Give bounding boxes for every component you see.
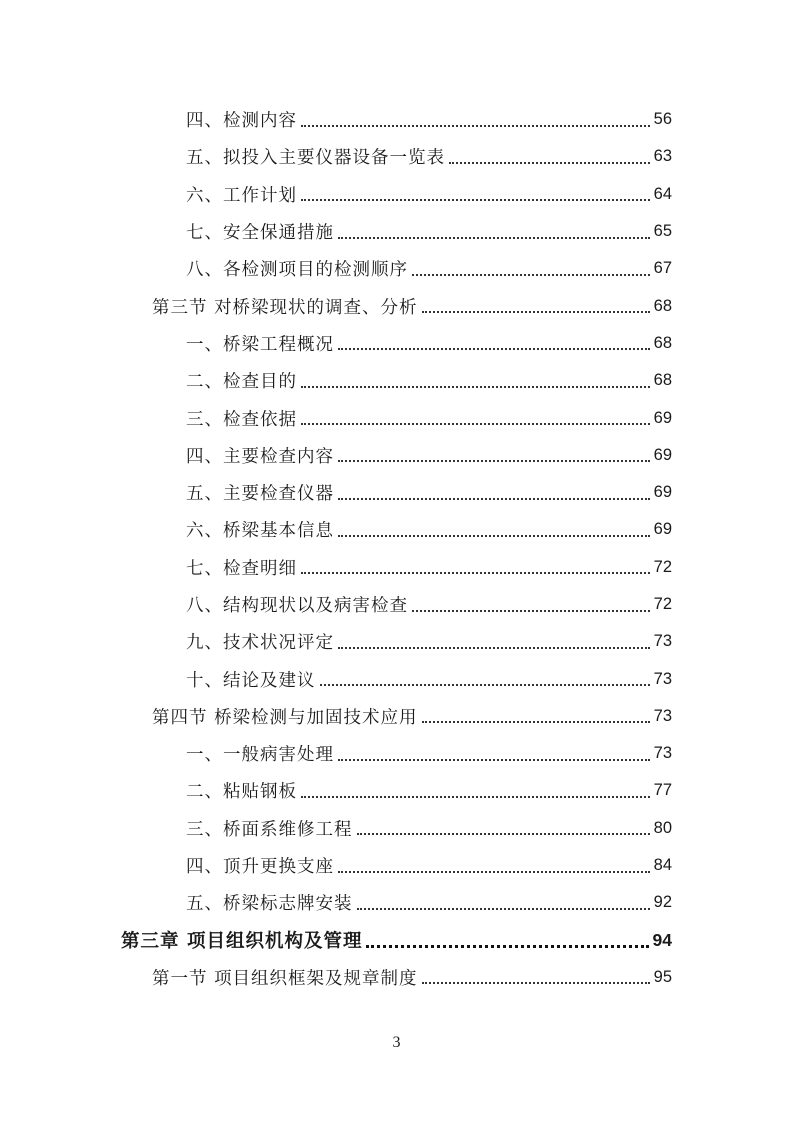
toc-entry-title: 第三节 对桥梁现状的调查、分析 bbox=[152, 297, 418, 318]
page-number: 3 bbox=[392, 1034, 401, 1051]
toc-entry[interactable] bbox=[0, 623, 793, 660]
toc-entry-title: 七、安全保通措施 bbox=[186, 223, 334, 244]
toc-entry-page: 69 bbox=[653, 483, 672, 502]
toc-dot-leader bbox=[412, 610, 650, 612]
toc-dot-leader bbox=[338, 498, 650, 500]
toc-entry-page: 73 bbox=[653, 744, 672, 763]
toc-entry-title: 六、桥梁基本信息 bbox=[186, 521, 334, 542]
toc-entry-page: 64 bbox=[653, 184, 672, 203]
toc-entry-page: 95 bbox=[653, 967, 672, 986]
toc-chapter-entry[interactable] bbox=[0, 922, 793, 959]
toc-dot-leader bbox=[301, 199, 650, 201]
toc-entry-page: 69 bbox=[653, 445, 672, 464]
toc-entry-title: 三、桥面系维修工程 bbox=[186, 819, 353, 840]
toc-dot-leader bbox=[357, 908, 650, 910]
toc-entry[interactable] bbox=[0, 772, 793, 809]
toc-entry[interactable] bbox=[0, 735, 793, 772]
toc-entry-page: 73 bbox=[653, 706, 672, 725]
toc-entry-title: 五、主要检查仪器 bbox=[186, 484, 334, 505]
toc-entry-title: 四、主要检查内容 bbox=[186, 446, 334, 467]
toc-entry-title: 二、检查目的 bbox=[186, 372, 297, 393]
toc-entry[interactable] bbox=[0, 138, 793, 175]
toc-entry[interactable] bbox=[0, 250, 793, 287]
toc-entry-title: 第三章 项目组织机构及管理 bbox=[121, 931, 363, 953]
toc-section-entry[interactable] bbox=[0, 287, 793, 324]
toc-dot-leader bbox=[320, 684, 650, 686]
toc-dot-leader bbox=[412, 274, 650, 276]
toc-entry-page: 73 bbox=[653, 632, 672, 651]
toc-dot-leader bbox=[338, 460, 650, 462]
toc-entry[interactable] bbox=[0, 884, 793, 921]
toc-entry-page: 68 bbox=[653, 333, 672, 352]
toc-entry-title: 第一节 项目组织框架及规章制度 bbox=[152, 968, 418, 989]
toc-entry-title: 五、拟投入主要仪器设备一览表 bbox=[186, 148, 445, 169]
toc-dot-leader bbox=[301, 386, 650, 388]
toc-entry[interactable] bbox=[0, 660, 793, 697]
toc-dot-leader bbox=[301, 572, 650, 574]
toc-dot-leader bbox=[422, 311, 650, 313]
toc-entry-title: 十、结论及建议 bbox=[186, 670, 316, 691]
toc-entry-page: 77 bbox=[653, 781, 672, 800]
toc-entry-page: 67 bbox=[653, 259, 672, 278]
toc-dot-leader bbox=[366, 945, 648, 948]
toc-section-entry[interactable] bbox=[0, 698, 793, 735]
toc-entry[interactable] bbox=[0, 176, 793, 213]
toc-entry[interactable] bbox=[0, 101, 793, 138]
toc-entry[interactable] bbox=[0, 586, 793, 623]
toc-entry[interactable] bbox=[0, 847, 793, 884]
toc-entry-page: 73 bbox=[653, 669, 672, 688]
toc-entry-title: 一、桥梁工程概况 bbox=[186, 334, 334, 355]
toc-entry[interactable] bbox=[0, 399, 793, 436]
toc-dot-leader bbox=[357, 833, 650, 835]
toc-dot-leader bbox=[338, 759, 650, 761]
toc-section-entry[interactable] bbox=[0, 959, 793, 996]
toc-dot-leader bbox=[338, 348, 650, 350]
toc-dot-leader bbox=[301, 423, 650, 425]
toc-entry-page: 69 bbox=[653, 408, 672, 427]
toc-entry-page: 92 bbox=[653, 893, 672, 912]
toc-dot-leader bbox=[338, 535, 650, 537]
toc-dot-leader bbox=[338, 237, 650, 239]
toc-entry-title: 二、粘贴钢板 bbox=[186, 782, 297, 803]
toc-dot-leader bbox=[449, 162, 650, 164]
toc-entry[interactable] bbox=[0, 549, 793, 586]
toc-entry[interactable] bbox=[0, 810, 793, 847]
toc-dot-leader bbox=[338, 871, 650, 873]
toc-entry[interactable] bbox=[0, 362, 793, 399]
toc-entry-title: 八、各检测项目的检测顺序 bbox=[186, 260, 408, 281]
toc-entry[interactable] bbox=[0, 325, 793, 362]
toc-entry-title: 四、顶升更换支座 bbox=[186, 857, 334, 878]
toc-entry-page: 94 bbox=[652, 929, 672, 950]
toc-entry-page: 65 bbox=[653, 222, 672, 241]
toc-dot-leader bbox=[301, 796, 650, 798]
toc-entry-title: 八、结构现状以及病害检查 bbox=[186, 596, 408, 616]
toc-entry[interactable] bbox=[0, 511, 793, 548]
toc-entry[interactable] bbox=[0, 474, 793, 511]
toc-entry-title: 九、技术状况评定 bbox=[186, 633, 334, 654]
toc-dot-leader bbox=[338, 647, 650, 649]
toc-entry-page: 56 bbox=[653, 110, 672, 129]
toc-entry-title: 四、检测内容 bbox=[186, 111, 297, 132]
toc-entry-title: 三、检查依据 bbox=[186, 409, 297, 430]
toc-dot-leader bbox=[301, 125, 650, 127]
toc-entry[interactable] bbox=[0, 213, 793, 250]
toc-entry-page: 69 bbox=[653, 520, 672, 539]
toc-entry-page: 68 bbox=[653, 296, 672, 315]
toc-entry[interactable] bbox=[0, 437, 793, 474]
toc-entry-page: 68 bbox=[653, 371, 672, 390]
toc-entry-title: 一、一般病害处理 bbox=[186, 745, 334, 766]
toc-entry-page: 63 bbox=[653, 147, 672, 166]
toc-entry-page: 80 bbox=[653, 818, 672, 837]
toc-entry-title: 第四节 桥梁检测与加固技术应用 bbox=[152, 707, 418, 728]
toc-entry-title: 六、工作计划 bbox=[186, 185, 297, 206]
toc-dot-leader bbox=[422, 982, 650, 984]
table-of-contents bbox=[0, 101, 793, 996]
toc-dot-leader bbox=[422, 721, 650, 723]
toc-entry-title: 七、检查明细 bbox=[186, 558, 297, 579]
toc-entry-page: 72 bbox=[653, 595, 672, 613]
toc-entry-title: 五、桥梁标志牌安装 bbox=[186, 894, 353, 915]
toc-entry-page: 84 bbox=[653, 856, 672, 875]
toc-entry-page: 72 bbox=[653, 557, 672, 576]
